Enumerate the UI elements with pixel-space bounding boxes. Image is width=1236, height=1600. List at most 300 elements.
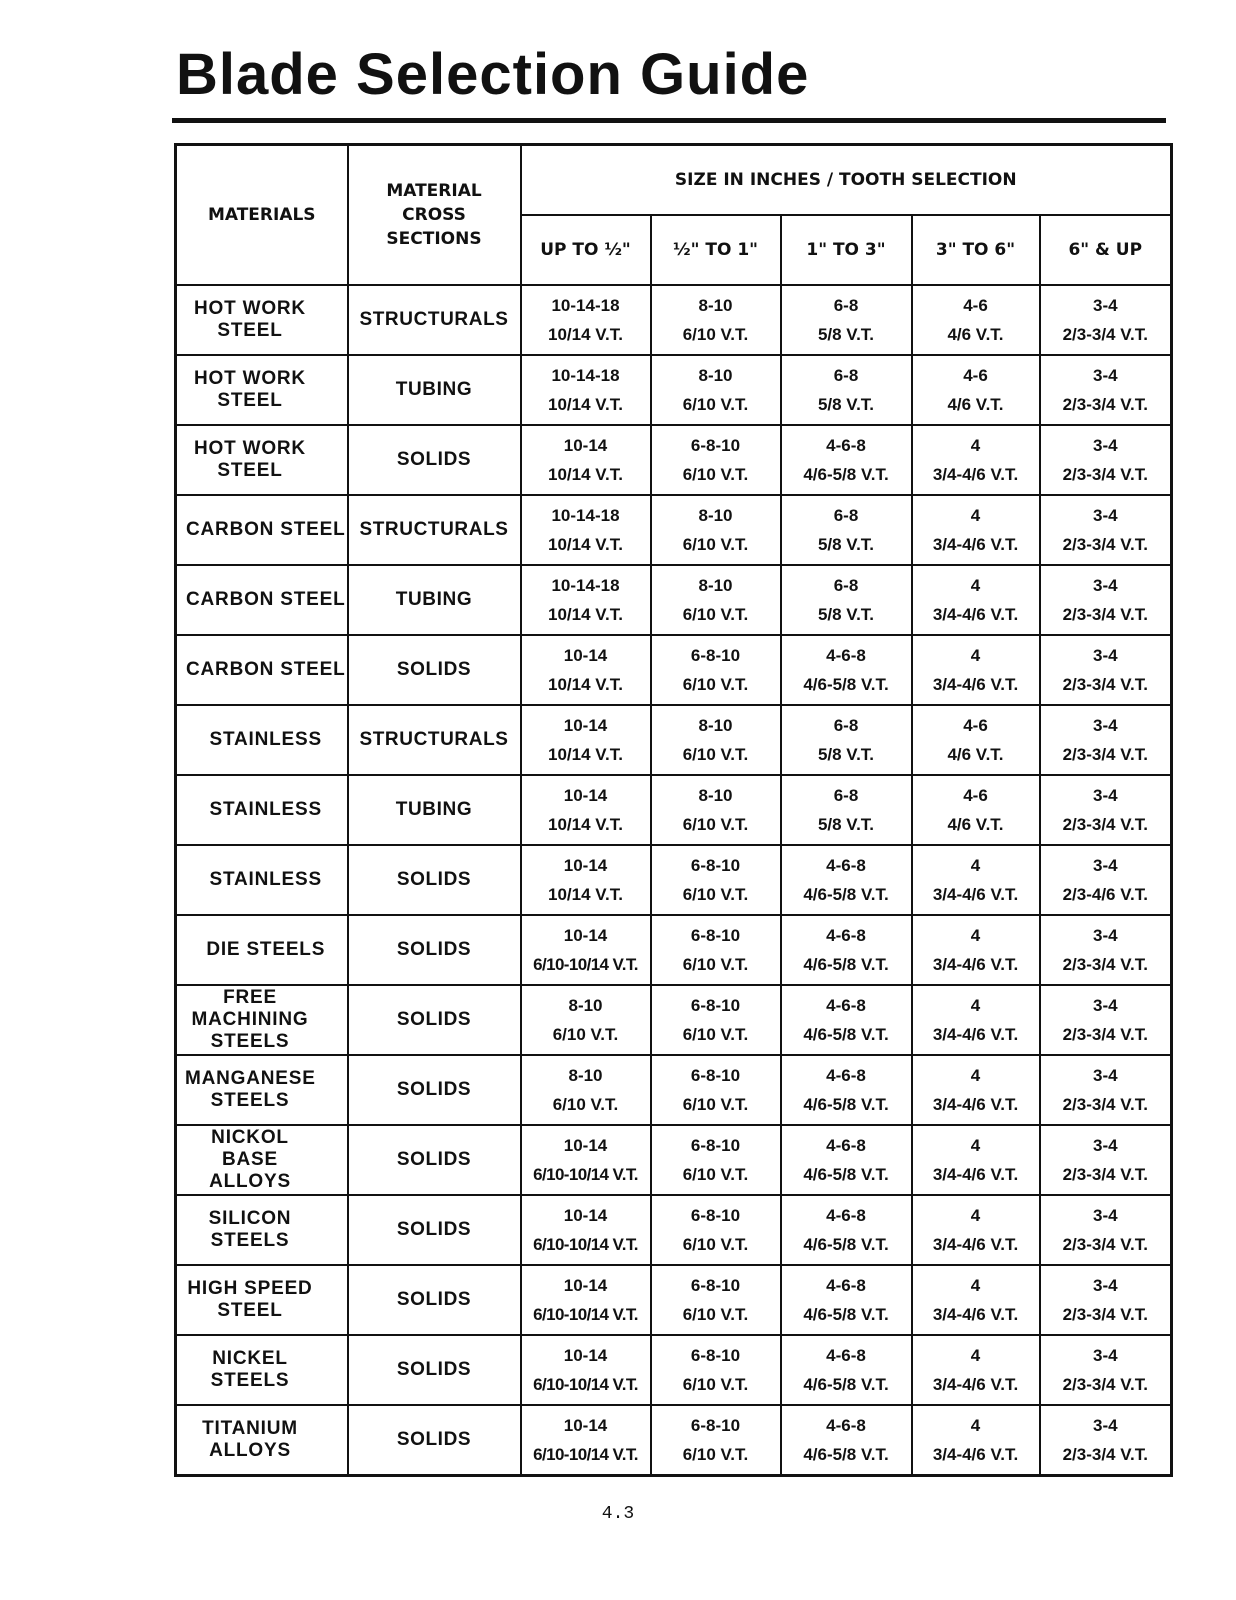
tooth-selection-cell (781, 985, 912, 1055)
variable-tooth-pitch: 6/10 V.T. (682, 815, 749, 834)
cross-section-cell: STRUCTURALS (348, 705, 521, 775)
tooth-pitch: 10-14-18 (551, 296, 620, 315)
variable-tooth-pitch: 2/3-3/4 V.T. (1062, 745, 1148, 764)
material-cell (176, 1265, 348, 1335)
cross-section-cell: SOLIDS (348, 635, 521, 705)
tooth-selection-cell (1040, 705, 1172, 775)
tooth-selection-cell (521, 1125, 651, 1195)
tooth-pitch: 10-14 (563, 926, 608, 945)
tooth-pitch: 4 (970, 1066, 981, 1085)
variable-tooth-pitch: 5/8 V.T. (817, 395, 875, 414)
variable-tooth-pitch: 4/6 V.T. (947, 395, 1004, 414)
variable-tooth-pitch: 6/10 V.T. (682, 885, 749, 904)
tooth-selection-cell (912, 355, 1040, 425)
cross-section-cell: SOLIDS (348, 1265, 521, 1335)
tooth-pitch: 3-4 (1092, 856, 1118, 875)
tooth-pitch: 10-14 (563, 786, 608, 805)
variable-tooth-pitch: 3/4-4/6 V.T. (932, 675, 1019, 694)
size-group-header: SIZE IN INCHES / TOOTH SELECTION (521, 145, 1172, 216)
material-cell (176, 1195, 348, 1265)
cross-section-cell: SOLIDS (348, 1195, 521, 1265)
cross-section-cell: SOLIDS (348, 985, 521, 1055)
tooth-selection-cell (521, 1405, 651, 1476)
variable-tooth-pitch: 6/10-10/14 V.T. (533, 1445, 638, 1464)
variable-tooth-pitch: 10/14 V.T. (548, 745, 623, 764)
tooth-pitch: 3-4 (1092, 1066, 1118, 1085)
tooth-pitch: 4-6 (963, 296, 988, 315)
tooth-pitch: 3-4 (1092, 506, 1118, 525)
tooth-pitch: 6-8-10 (690, 1416, 741, 1435)
variable-tooth-pitch: 4/6-5/8 V.T. (803, 885, 889, 904)
variable-tooth-pitch: 2/3-3/4 V.T. (1062, 325, 1148, 344)
tooth-selection-cell (1040, 1055, 1172, 1125)
variable-tooth-pitch: 5/8 V.T. (817, 815, 875, 834)
tooth-pitch: 6-8-10 (690, 1276, 741, 1295)
tooth-pitch: 8-10 (698, 786, 733, 805)
tooth-selection-cell (912, 705, 1040, 775)
tooth-pitch: 6-8-10 (690, 1206, 741, 1225)
tooth-selection-cell (781, 1055, 912, 1125)
cross-section-cell: SOLIDS (348, 425, 521, 495)
tooth-selection-cell (1040, 565, 1172, 635)
variable-tooth-pitch: 4/6-5/8 V.T. (803, 1235, 889, 1254)
variable-tooth-pitch: 6/10 V.T. (552, 1095, 619, 1114)
tooth-pitch: 4 (970, 926, 981, 945)
material-name: DIE STEELS (206, 939, 326, 960)
material-cell (176, 1405, 348, 1476)
tooth-selection-cell (651, 285, 781, 355)
tooth-pitch: 4-6-8 (826, 1066, 866, 1085)
tooth-pitch: 4 (970, 576, 981, 595)
tooth-selection-cell (781, 1405, 912, 1476)
variable-tooth-pitch: 2/3-3/4 V.T. (1062, 815, 1148, 834)
variable-tooth-pitch: 4/6-5/8 V.T. (803, 675, 889, 694)
variable-tooth-pitch: 3/4-4/6 V.T. (932, 1375, 1019, 1394)
tooth-pitch: 4-6-8 (826, 1276, 866, 1295)
tooth-pitch: 6-8-10 (690, 926, 741, 945)
tooth-pitch: 4 (970, 436, 981, 455)
variable-tooth-pitch: 6/10 V.T. (682, 395, 749, 414)
material-cell (176, 1335, 348, 1405)
table-row (176, 705, 1172, 775)
tooth-selection-cell (651, 775, 781, 845)
tooth-selection-cell (521, 1055, 651, 1125)
page-number: 4.3 (601, 1504, 635, 1524)
variable-tooth-pitch: 6/10 V.T. (682, 1235, 749, 1254)
tooth-pitch: 10-14 (563, 646, 608, 665)
tooth-pitch: 3-4 (1092, 1346, 1118, 1365)
material-name: STAINLESS (209, 729, 322, 750)
table-row (176, 425, 1172, 495)
variable-tooth-pitch: 3/4-4/6 V.T. (932, 605, 1019, 624)
variable-tooth-pitch: 2/3-3/4 V.T. (1062, 955, 1148, 974)
tooth-selection-cell (1040, 285, 1172, 355)
variable-tooth-pitch: 6/10-10/14 V.T. (533, 1235, 638, 1254)
material-cell (176, 425, 348, 495)
tooth-pitch: 10-14-18 (551, 366, 620, 385)
variable-tooth-pitch: 4/6-5/8 V.T. (803, 1305, 889, 1324)
tooth-selection-cell (521, 565, 651, 635)
material-cell (176, 285, 348, 355)
variable-tooth-pitch: 3/4-4/6 V.T. (932, 885, 1019, 904)
tooth-selection-cell (651, 1405, 781, 1476)
material-name: HOT WORK STEEL (194, 298, 306, 341)
tooth-selection-cell (912, 775, 1040, 845)
table-row (176, 495, 1172, 565)
tooth-selection-cell (781, 915, 912, 985)
tooth-pitch: 6-8 (833, 716, 859, 735)
tooth-pitch: 10-14 (563, 436, 608, 455)
tooth-selection-cell (521, 1195, 651, 1265)
table-row (176, 635, 1172, 705)
tooth-selection-cell (651, 915, 781, 985)
variable-tooth-pitch: 3/4-4/6 V.T. (932, 1445, 1019, 1464)
tooth-pitch: 4 (970, 1416, 981, 1435)
variable-tooth-pitch: 3/4-4/6 V.T. (932, 1095, 1019, 1114)
tooth-pitch: 4 (970, 1206, 981, 1225)
tooth-pitch: 3-4 (1092, 716, 1118, 735)
variable-tooth-pitch: 6/10 V.T. (682, 1095, 749, 1114)
material-cell (176, 985, 348, 1055)
cross-section-cell: SOLIDS (348, 915, 521, 985)
tooth-selection-cell (651, 635, 781, 705)
variable-tooth-pitch: 3/4-4/6 V.T. (932, 955, 1019, 974)
table-header (176, 145, 1172, 286)
size-header: 1" TO 3" (781, 215, 912, 285)
material-name: STAINLESS (209, 799, 322, 820)
tooth-selection-cell (1040, 1335, 1172, 1405)
material-name: MANGANESE STEELS (185, 1068, 316, 1111)
material-name: FREE MACHINING STEELS (191, 987, 309, 1052)
tooth-selection-cell (521, 705, 651, 775)
tooth-pitch: 3-4 (1092, 296, 1118, 315)
material-cell (176, 495, 348, 565)
variable-tooth-pitch: 3/4-4/6 V.T. (932, 1165, 1019, 1184)
tooth-selection-cell (521, 355, 651, 425)
cross-section-cell: TUBING (348, 775, 521, 845)
tooth-pitch: 10-14 (563, 856, 608, 875)
material-name: HOT WORK STEEL (194, 438, 306, 481)
tooth-pitch: 4-6-8 (826, 1206, 866, 1225)
tooth-selection-cell (521, 845, 651, 915)
tooth-pitch: 6-8 (833, 296, 859, 315)
tooth-selection-cell (912, 915, 1040, 985)
variable-tooth-pitch: 3/4-4/6 V.T. (932, 465, 1019, 484)
tooth-pitch: 3-4 (1092, 366, 1118, 385)
tooth-pitch: 10-14-18 (551, 506, 620, 525)
tooth-pitch: 10-14 (563, 1206, 608, 1225)
tooth-selection-cell (521, 915, 651, 985)
variable-tooth-pitch: 3/4-4/6 V.T. (932, 1235, 1019, 1254)
tooth-pitch: 6-8 (833, 366, 859, 385)
material-cell (176, 565, 348, 635)
variable-tooth-pitch: 6/10 V.T. (682, 535, 749, 554)
tooth-selection-cell (781, 425, 912, 495)
table-row (176, 1265, 1172, 1335)
tooth-pitch: 3-4 (1092, 1206, 1118, 1225)
material-cell (176, 705, 348, 775)
tooth-selection-cell (521, 635, 651, 705)
tooth-selection-cell (1040, 635, 1172, 705)
tooth-selection-cell (912, 285, 1040, 355)
tooth-selection-cell (651, 1335, 781, 1405)
tooth-pitch: 10-14 (563, 1136, 608, 1155)
tooth-selection-cell (651, 565, 781, 635)
tooth-selection-cell (781, 565, 912, 635)
tooth-selection-cell (521, 285, 651, 355)
variable-tooth-pitch: 2/3-3/4 V.T. (1062, 1375, 1148, 1394)
cross-section-cell: SOLIDS (348, 1125, 521, 1195)
tooth-selection-cell (1040, 1265, 1172, 1335)
tooth-pitch: 4-6-8 (826, 436, 866, 455)
cross-section-cell: SOLIDS (348, 1335, 521, 1405)
tooth-pitch: 8-10 (698, 296, 733, 315)
material-name: CARBON STEEL (186, 519, 346, 540)
tooth-pitch: 3-4 (1092, 996, 1118, 1015)
tooth-pitch: 4-6-8 (826, 926, 866, 945)
material-cell (176, 635, 348, 705)
tooth-selection-cell (1040, 1195, 1172, 1265)
variable-tooth-pitch: 5/8 V.T. (817, 535, 875, 554)
tooth-selection-cell (1040, 1405, 1172, 1476)
tooth-selection-cell (912, 1055, 1040, 1125)
variable-tooth-pitch: 10/14 V.T. (548, 885, 623, 904)
table-row (176, 915, 1172, 985)
cross-sections-header (348, 145, 521, 286)
variable-tooth-pitch: 6/10 V.T. (682, 1375, 749, 1394)
variable-tooth-pitch: 10/14 V.T. (548, 325, 623, 344)
tooth-pitch: 8-10 (698, 576, 733, 595)
tooth-selection-cell (521, 775, 651, 845)
material-name: TITANIUM ALLOYS (202, 1418, 298, 1461)
tooth-selection-cell (912, 1125, 1040, 1195)
tooth-pitch: 4 (970, 1136, 981, 1155)
tooth-selection-cell (1040, 775, 1172, 845)
material-name: SILICON STEELS (208, 1208, 292, 1251)
tooth-pitch: 8-10 (568, 1066, 603, 1085)
variable-tooth-pitch: 4/6-5/8 V.T. (803, 1375, 889, 1394)
tooth-selection-cell (781, 285, 912, 355)
tooth-selection-cell (912, 565, 1040, 635)
tooth-pitch: 10-14 (563, 1276, 608, 1295)
variable-tooth-pitch: 2/3-3/4 V.T. (1062, 1025, 1148, 1044)
tooth-selection-cell (1040, 495, 1172, 565)
variable-tooth-pitch: 10/14 V.T. (548, 675, 623, 694)
tooth-pitch: 6-8-10 (690, 1346, 741, 1365)
variable-tooth-pitch: 6/10 V.T. (682, 1445, 749, 1464)
tooth-selection-cell (651, 425, 781, 495)
tooth-pitch: 6-8-10 (690, 646, 741, 665)
tooth-pitch: 10-14 (563, 716, 608, 735)
variable-tooth-pitch: 2/3-3/4 V.T. (1062, 1165, 1148, 1184)
tooth-selection-cell (912, 495, 1040, 565)
tooth-selection-cell (651, 705, 781, 775)
material-name: NICKOL BASE ALLOYS (209, 1127, 291, 1192)
tooth-selection-cell (912, 1405, 1040, 1476)
tooth-selection-cell (781, 1265, 912, 1335)
material-name: NICKEL STEELS (210, 1348, 290, 1391)
tooth-selection-cell (651, 495, 781, 565)
tooth-pitch: 3-4 (1092, 646, 1118, 665)
variable-tooth-pitch: 4/6 V.T. (947, 815, 1004, 834)
tooth-pitch: 4-6-8 (826, 1416, 866, 1435)
tooth-selection-cell (912, 1335, 1040, 1405)
cross-section-cell: STRUCTURALS (348, 495, 521, 565)
tooth-selection-cell (912, 635, 1040, 705)
tooth-selection-cell (781, 495, 912, 565)
size-header: 6" & UP (1040, 215, 1172, 285)
variable-tooth-pitch: 2/3-3/4 V.T. (1062, 1235, 1148, 1254)
tooth-pitch: 4-6-8 (826, 856, 866, 875)
tooth-selection-cell (521, 985, 651, 1055)
tooth-selection-cell (781, 705, 912, 775)
material-cell (176, 915, 348, 985)
variable-tooth-pitch: 6/10 V.T. (552, 1025, 619, 1044)
variable-tooth-pitch: 6/10 V.T. (682, 1165, 749, 1184)
table-row (176, 1125, 1172, 1195)
tooth-selection-cell (781, 635, 912, 705)
tooth-selection-cell (781, 845, 912, 915)
variable-tooth-pitch: 10/14 V.T. (548, 815, 623, 834)
variable-tooth-pitch: 10/14 V.T. (548, 465, 623, 484)
title-rule (172, 118, 1166, 123)
variable-tooth-pitch: 2/3-3/4 V.T. (1062, 535, 1148, 554)
tooth-pitch: 4-6-8 (826, 646, 866, 665)
tooth-selection-cell (912, 1265, 1040, 1335)
table-row (176, 355, 1172, 425)
table-row (176, 775, 1172, 845)
tooth-pitch: 8-10 (698, 366, 733, 385)
materials-header: MATERIALS (176, 145, 348, 286)
material-cell (176, 355, 348, 425)
tooth-selection-cell (651, 985, 781, 1055)
table-row (176, 1195, 1172, 1265)
table-row (176, 565, 1172, 635)
tooth-selection-cell (651, 1195, 781, 1265)
tooth-selection-cell (781, 1335, 912, 1405)
material-cell (176, 845, 348, 915)
variable-tooth-pitch: 3/4-4/6 V.T. (932, 1025, 1019, 1044)
variable-tooth-pitch: 2/3-4/6 V.T. (1062, 885, 1148, 904)
size-header: UP TO ½" (521, 215, 651, 285)
tooth-pitch: 8-10 (698, 716, 733, 735)
cross-section-cell: SOLIDS (348, 1055, 521, 1125)
tooth-pitch: 6-8-10 (690, 1066, 741, 1085)
material-cell (176, 1055, 348, 1125)
table-body (176, 285, 1172, 1476)
variable-tooth-pitch: 6/10 V.T. (682, 325, 749, 344)
tooth-selection-cell (651, 1125, 781, 1195)
variable-tooth-pitch: 10/14 V.T. (548, 395, 623, 414)
tooth-pitch: 3-4 (1092, 1416, 1118, 1435)
variable-tooth-pitch: 6/10-10/14 V.T. (533, 1165, 638, 1184)
tooth-pitch: 3-4 (1092, 926, 1118, 945)
tooth-pitch: 6-8-10 (690, 996, 741, 1015)
tooth-pitch: 10-14-18 (551, 576, 620, 595)
material-cell (176, 775, 348, 845)
tooth-pitch: 3-4 (1092, 786, 1118, 805)
tooth-selection-cell (912, 1195, 1040, 1265)
variable-tooth-pitch: 2/3-3/4 V.T. (1062, 675, 1148, 694)
tooth-pitch: 6-8 (833, 786, 859, 805)
variable-tooth-pitch: 6/10 V.T. (682, 605, 749, 624)
tooth-selection-cell (1040, 425, 1172, 495)
tooth-selection-cell (1040, 845, 1172, 915)
variable-tooth-pitch: 3/4-4/6 V.T. (932, 535, 1019, 554)
tooth-pitch: 3-4 (1092, 576, 1118, 595)
tooth-selection-cell (651, 845, 781, 915)
variable-tooth-pitch: 2/3-3/4 V.T. (1062, 605, 1148, 624)
tooth-selection-cell (912, 845, 1040, 915)
material-name: STAINLESS (209, 869, 322, 890)
variable-tooth-pitch: 6/10-10/14 V.T. (533, 1375, 638, 1394)
tooth-selection-cell (1040, 355, 1172, 425)
cross-section-cell: TUBING (348, 355, 521, 425)
variable-tooth-pitch: 10/14 V.T. (548, 605, 623, 624)
tooth-selection-cell (521, 495, 651, 565)
variable-tooth-pitch: 5/8 V.T. (817, 325, 875, 344)
tooth-pitch: 8-10 (698, 506, 733, 525)
material-cell (176, 1125, 348, 1195)
variable-tooth-pitch: 6/10 V.T. (682, 955, 749, 974)
tooth-selection-cell (651, 1265, 781, 1335)
variable-tooth-pitch: 10/14 V.T. (548, 535, 623, 554)
cross-section-cell: TUBING (348, 565, 521, 635)
tooth-pitch: 3-4 (1092, 1136, 1118, 1155)
table-row (176, 845, 1172, 915)
tooth-pitch: 4 (970, 856, 981, 875)
tooth-pitch: 10-14 (563, 1346, 608, 1365)
material-name: HIGH SPEED STEEL (187, 1278, 313, 1321)
variable-tooth-pitch: 6/10 V.T. (682, 745, 749, 764)
tooth-pitch: 4-6-8 (826, 1346, 866, 1365)
variable-tooth-pitch: 6/10-10/14 V.T. (533, 955, 638, 974)
cross-section-cell: STRUCTURALS (348, 285, 521, 355)
size-header: 3" TO 6" (912, 215, 1040, 285)
variable-tooth-pitch: 5/8 V.T. (817, 745, 875, 764)
tooth-selection-cell (781, 355, 912, 425)
variable-tooth-pitch: 6/10 V.T. (682, 1025, 749, 1044)
tooth-pitch: 4-6 (963, 786, 988, 805)
variable-tooth-pitch: 4/6-5/8 V.T. (803, 1445, 889, 1464)
cross-section-cell: SOLIDS (348, 845, 521, 915)
variable-tooth-pitch: 6/10 V.T. (682, 675, 749, 694)
tooth-pitch: 4 (970, 506, 981, 525)
tooth-pitch: 4 (970, 646, 981, 665)
tooth-selection-cell (781, 1195, 912, 1265)
tooth-pitch: 4-6 (963, 366, 988, 385)
tooth-pitch: 6-8 (833, 506, 859, 525)
tooth-selection-cell (781, 1125, 912, 1195)
tooth-pitch: 3-4 (1092, 436, 1118, 455)
material-name: HOT WORK STEEL (194, 368, 306, 411)
tooth-pitch: 3-4 (1092, 1276, 1118, 1295)
tooth-selection-cell (1040, 985, 1172, 1055)
variable-tooth-pitch: 5/8 V.T. (817, 605, 875, 624)
table-row (176, 985, 1172, 1055)
tooth-pitch: 4 (970, 1346, 981, 1365)
tooth-pitch: 4-6-8 (826, 996, 866, 1015)
tooth-selection-cell (521, 425, 651, 495)
tooth-selection-cell (781, 775, 912, 845)
size-header: ½" TO 1" (651, 215, 781, 285)
variable-tooth-pitch: 4/6-5/8 V.T. (803, 1095, 889, 1114)
table-row (176, 285, 1172, 355)
tooth-pitch: 8-10 (568, 996, 603, 1015)
blade-selection-table (174, 143, 1173, 1477)
tooth-selection-cell (1040, 1125, 1172, 1195)
variable-tooth-pitch: 6/10 V.T. (682, 465, 749, 484)
